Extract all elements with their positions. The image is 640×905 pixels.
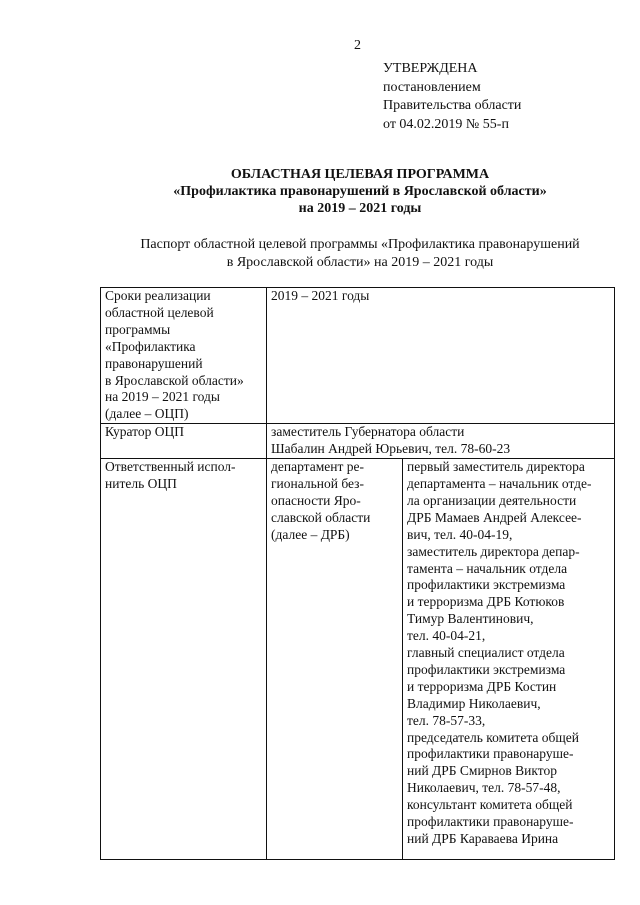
approval-stamp: [383, 60, 521, 134]
cell-line: тамента – начальник отдела: [407, 560, 568, 576]
cell-line: 2019 – 2021 годы: [271, 288, 370, 303]
page-number: 2: [354, 38, 361, 53]
passport-table: [100, 287, 615, 860]
cell-line: главный специалист отдела: [407, 645, 565, 661]
table-row-curator: [101, 424, 615, 459]
approval-line: постановлением: [383, 79, 481, 95]
cell-line: Тимур Валентинович,: [407, 611, 534, 627]
terms-value-cell: [267, 288, 615, 424]
cell-line: тел. 78-57-33,: [407, 712, 486, 728]
cell-line: программы: [105, 321, 171, 337]
title-line: на 2019 – 2021 годы: [298, 201, 422, 216]
cell-line: гиональной без-: [271, 475, 364, 491]
title-line: «Профилактика правонарушений в Ярославской области»: [173, 184, 547, 199]
passport-heading-line: в Ярославской области» на 2019 – 2021 годы: [226, 254, 494, 270]
executor-label-cell: [101, 459, 267, 860]
cell-line: заместитель Губернатора области: [271, 424, 465, 440]
cell-line: Ответственный испол-: [105, 459, 236, 475]
cell-line: и терроризма ДРБ Котюков: [407, 594, 565, 610]
cell-line: профилактики правонаруше-: [407, 746, 574, 762]
cell-line: ний ДРБ Караваева Ирина: [407, 831, 559, 846]
cell-line: «Профилактика: [105, 338, 196, 354]
executor-department-cell: [267, 459, 403, 860]
table-row-executor: [101, 459, 615, 860]
cell-line: профилактики правонаруше-: [407, 814, 574, 830]
curator-label-cell: [101, 424, 267, 459]
cell-line: Сроки реализации: [105, 288, 211, 303]
cell-line: опасности Яро-: [271, 492, 361, 508]
approval-line: УТВЕРЖДЕНА: [383, 61, 478, 76]
executor-contacts-cell: [403, 459, 615, 860]
cell-line: на 2019 – 2021 годы: [105, 389, 220, 405]
cell-line: председатель комитета общей: [407, 729, 579, 745]
cell-line: (далее – ДРБ): [271, 526, 350, 542]
cell-line: Николаевич, тел. 78-57-48,: [407, 780, 561, 796]
terms-label-cell: [101, 288, 267, 424]
cell-line: нитель ОЦП: [105, 475, 177, 491]
cell-line: профилактики экстремизма: [407, 661, 566, 677]
cell-line: первый заместитель директора: [407, 459, 585, 475]
cell-line: ний ДРБ Смирнов Виктор: [407, 763, 557, 779]
cell-line: ла организации деятельности: [407, 492, 577, 508]
cell-line: тел. 40-04-21,: [407, 628, 486, 644]
title-line: ОБЛАСТНАЯ ЦЕЛЕВАЯ ПРОГРАММА: [230, 167, 490, 182]
cell-line: консультант комитета общей: [407, 797, 573, 813]
cell-line: вич, тел. 40-04-19,: [407, 526, 513, 542]
cell-line: в Ярославской области»: [105, 372, 244, 388]
cell-line: заместитель директора депар-: [407, 543, 580, 559]
cell-line: Куратор ОЦП: [105, 424, 184, 440]
curator-value-cell: [267, 424, 615, 459]
approval-line: от 04.02.2019 № 55-п: [383, 116, 509, 132]
cell-line: и терроризма ДРБ Костин: [407, 678, 557, 694]
approval-line: Правительства области: [383, 98, 522, 113]
passport-heading: [60, 236, 640, 271]
cell-line: славской области: [271, 509, 371, 525]
cell-line: ДРБ Мамаев Андрей Алексее-: [407, 509, 582, 525]
passport-heading-line: Паспорт областной целевой программы «Профилактика правонарушений: [140, 237, 580, 252]
cell-line: (далее – ОЦП): [105, 406, 189, 422]
document-title: [60, 166, 640, 217]
cell-line: областной целевой: [105, 304, 214, 320]
table-row-terms: [101, 288, 615, 424]
cell-line: департамента – начальник отде-: [407, 475, 592, 491]
cell-line: Шабалин Андрей Юрьевич, тел. 78-60-23: [271, 441, 511, 457]
cell-line: Владимир Николаевич,: [407, 695, 541, 711]
cell-line: департамент ре-: [271, 459, 364, 475]
cell-line: профилактики экстремизма: [407, 577, 566, 593]
cell-line: правонарушений: [105, 355, 203, 371]
